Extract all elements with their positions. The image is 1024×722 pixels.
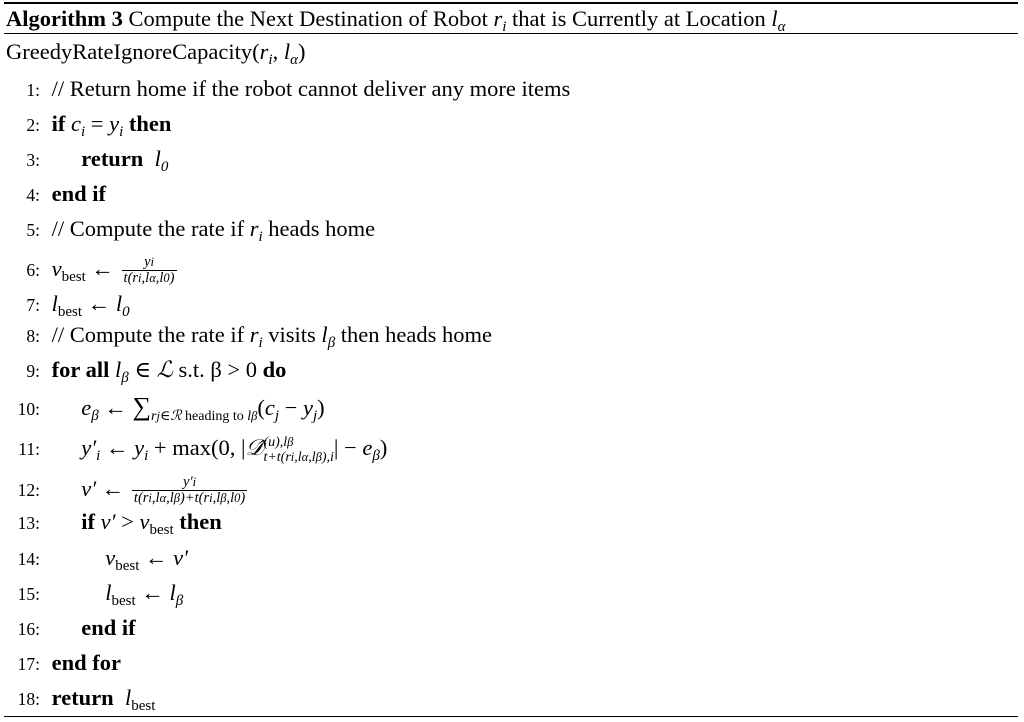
caption-text-1: Compute the Next Destination of Robot [128,6,488,31]
sub-best: best [149,522,174,538]
caption-rule [4,33,1018,34]
bottom-rule [4,716,1018,717]
comment: // Compute the rate if [51,322,245,347]
keyword-end-for: end for [51,650,121,675]
algo-line-16 [4,613,136,643]
algo-line-4 [4,179,106,209]
line-number: 2: [26,115,40,135]
such-that: s.t. [178,357,205,382]
sub-best: best [131,698,156,714]
keyword-then: then [128,111,172,136]
procedure-name: GreedyRateIgnoreCapacity [6,39,253,64]
keyword-for-all: for all [51,357,110,382]
line-number: 13: [17,513,40,533]
line-number: 16: [17,619,40,639]
line-number: 18: [17,689,40,709]
algo-line-10: 10: $e_\beta$ ← $\sum_{rj\in ℛ}$ $_{heading to l\beta}(c_j - y_j)$ [4,392,325,422]
sub-best: best [57,304,83,320]
algo-line-11: 11: $y'_i$ ← $y_i + \max(0$, |𝒟̂ (u),lβ t+t(ri,lα,lβ),i | − $e_\beta$) [4,433,387,463]
algo-line-1 [4,74,570,104]
top-rule [4,2,1018,4]
keyword-return: return [51,685,114,710]
sub-best: best [115,558,140,574]
line-number: 17: [17,654,40,674]
algo-line-9: 9: for all $l_\beta$ ∈ ℒ s.t. β > 0 do [4,355,286,385]
comment-tail: then heads home [340,322,493,347]
line-number: 4: [26,185,40,205]
line-number: 9: [26,361,40,381]
rate-fraction: $\frac{y'i}{t(ri,l\alpha,l\beta)+t(ri,l\beta,l0)}$ [133,474,246,507]
algo-line-5: 5: // Compute the rate if $r_i$ heads home [4,214,375,244]
comment: // Compute the rate if [51,216,245,241]
line-number: 7: [26,295,40,315]
sub-best: best [111,593,136,609]
max-fn: max [172,435,211,460]
algorithm-caption: Algorithm 3 Compute the Next Destination of Robot $r_i$ that is Currently at Location $l_\alpha$ [6,6,786,35]
keyword-end-if: end if [81,615,136,640]
algo-line-3: 3: return $l_0$ [4,144,168,174]
line-number: 6: [26,260,40,280]
comment: // Return home if the robot cannot deliver any more items [51,76,571,101]
heading-to: heading to [185,409,244,424]
line-number: 1: [26,80,40,100]
algo-line-18: 18: return $l_{best}$ [4,683,155,713]
line-number: 15: [17,584,40,604]
line-number: 14: [17,549,40,569]
keyword-end-if: end if [51,181,107,206]
keyword-return: return [81,146,144,171]
keyword-if: if [81,509,95,534]
algo-line-13: 13: if $v' > v_{best}$ then [4,507,222,537]
keyword-if: if [51,111,66,136]
algo-line-2: 2: if $c_i = y_i$ then [4,109,171,139]
algo-line-7: 7: $l_{best}$ ← $l_0$ [4,289,130,319]
rate-fraction: $\frac{yi}{t(ri,l\alpha,l0)}$ [123,254,175,287]
line-number: 3: [26,150,40,170]
line-number: 10: [17,399,40,419]
algo-line-15: 15: $l_{best}$ ← $l_\beta$ [4,578,183,608]
line-number: 12: [17,480,40,500]
algo-line-14: 14: $v_{best}$ ← v′ [4,543,188,573]
algorithm-label: Algorithm 3 [6,6,123,31]
procedure-signature: $GreedyRateIgnoreCapacity(r_i$, $l_\alpha$) [6,39,306,68]
algorithm-box [4,0,1018,722]
line-number: 5: [26,220,40,240]
keyword-do: do [262,357,287,382]
line-number: 8: [26,326,40,346]
algo-line-17 [4,648,121,678]
comment-mid: visits [268,322,316,347]
comment-tail: heads home [268,216,376,241]
algo-line-6: 6: $v_{best}$ ← $\frac{yi}{t(ri,l\alpha,l0)}$ [4,254,179,284]
algo-line-8: 8: // Compute the rate if $r_i$ visits $l_\beta$ then heads home [4,320,492,350]
keyword-then: then [179,509,222,534]
line-number: 11: [18,439,40,459]
algo-line-12: 12: v′ ← $\frac{y'i}{t(ri,l\alpha,l\beta)+t(ri,l\beta,l0)}$ [4,474,249,504]
sub-best: best [61,269,86,285]
caption-text-2: that is Currently at Location [512,6,766,31]
